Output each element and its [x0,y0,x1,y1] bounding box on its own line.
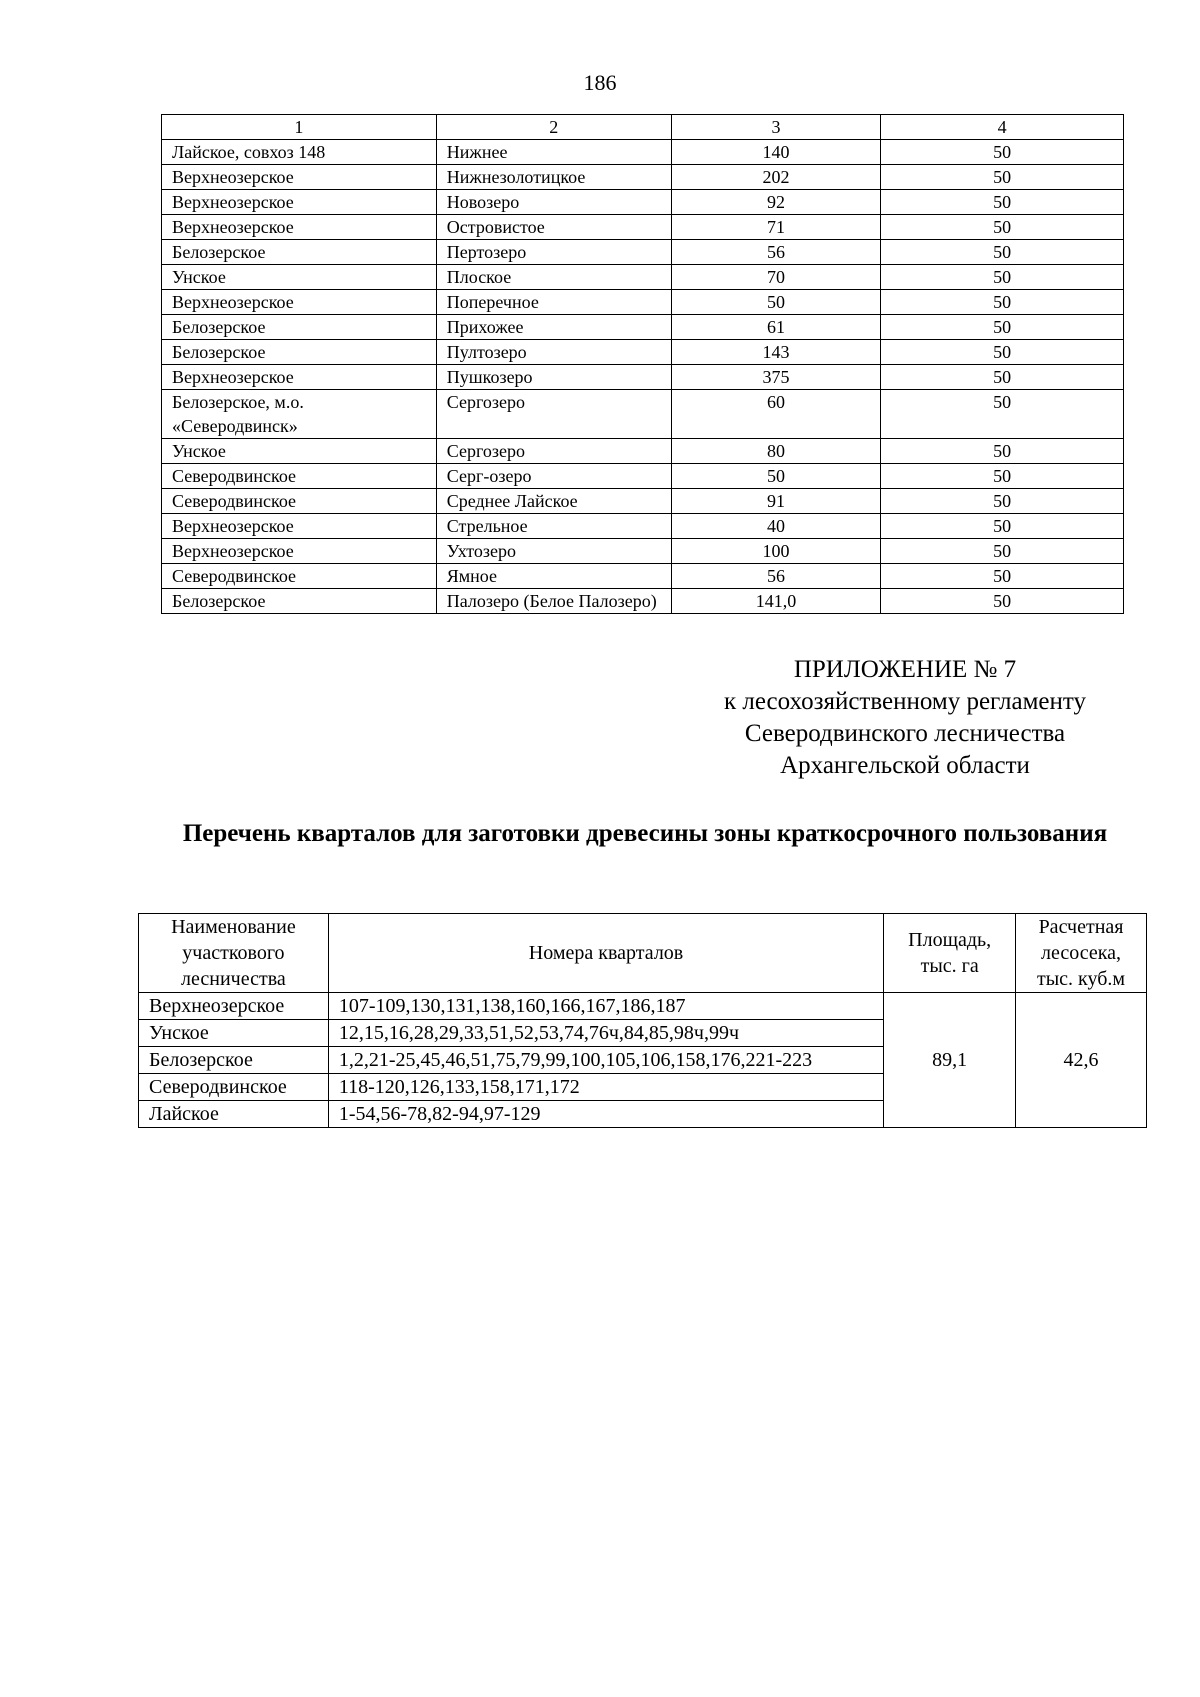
value-cell: 50 [881,365,1124,390]
table-row [162,165,1124,190]
value-cell: 50 [881,564,1124,589]
table-row [162,464,1124,489]
column-number-cell: 4 [881,115,1124,140]
value-cell: 50 [881,390,1124,439]
table-row [162,290,1124,315]
area-cell: 40 [671,514,881,539]
forestry-cell: Северодвинское [162,564,437,589]
value-cell: 50 [881,290,1124,315]
header-cell-forestry: Наименование участкового лесничества [139,914,329,993]
forestry-cell: Верхнеозерское [162,190,437,215]
forestry-cell: Северодвинское [139,1074,329,1101]
table-row [162,140,1124,165]
area-cell: 70 [671,265,881,290]
table-row [162,365,1124,390]
value-cell: 50 [881,589,1124,614]
area-cell: 60 [671,390,881,439]
value-cell: 50 [881,265,1124,290]
forestry-cell: Унское [162,265,437,290]
lake-cell: Сергозеро [436,390,671,439]
quarters-cell: 1-54,56-78,82-94,97-129 [328,1101,883,1128]
table-row [162,564,1124,589]
lake-cell: Поперечное [436,290,671,315]
lake-cell: Нижнее [436,140,671,165]
appendix-number: ПРИЛОЖЕНИЕ № 7 [793,656,1017,683]
quarters-table [138,913,1147,1128]
forestry-cell: Унское [162,439,437,464]
forestry-cell: Верхнеозерское [162,215,437,240]
value-cell: 50 [881,489,1124,514]
forestry-cell: Белозерское, м.о. «Северодвинск» [162,390,437,439]
value-cell: 50 [881,439,1124,464]
lake-cell: Островистое [436,215,671,240]
value-cell: 50 [881,315,1124,340]
table-row [162,390,1124,439]
area-cell: 80 [671,439,881,464]
area-cell: 56 [671,564,881,589]
forestry-cell: Верхнеозерское [162,539,437,564]
forestry-cell: Лайское [139,1101,329,1128]
table-row [162,489,1124,514]
header-cell-quarters: Номера кварталов [328,914,883,993]
table-row [162,439,1124,464]
lake-cell: Пултозеро [436,340,671,365]
forestry-cell: Белозерское [162,589,437,614]
lake-cell: Сергозеро [436,439,671,464]
appendix-subtitle: Северодвинского лесничества [744,720,1066,747]
table-row [162,340,1124,365]
area-cell: 50 [671,464,881,489]
forestry-cell: Северодвинское [162,464,437,489]
value-cell: 50 [881,190,1124,215]
lake-cell: Пушкозеро [436,365,671,390]
lake-cell: Палозеро (Белое Палозеро) [436,589,671,614]
lake-cell: Серг-озеро [436,464,671,489]
area-cell: 143 [671,340,881,365]
area-cell: 71 [671,215,881,240]
lake-cell: Среднее Лайское [436,489,671,514]
appendix-subtitle: Архангельской области [780,752,1030,779]
column-number-cell: 3 [671,115,881,140]
value-cell: 50 [881,340,1124,365]
lake-cell: Ухтозеро [436,539,671,564]
forestry-cell: Лайское, совхоз 148 [162,140,437,165]
table-row [162,190,1124,215]
lake-cell: Стрельное [436,514,671,539]
quarters-cell: 118-120,126,133,158,171,172 [328,1074,883,1101]
column-number-cell: 2 [436,115,671,140]
value-cell: 50 [881,514,1124,539]
appendix-heading [680,654,1130,782]
area-cell: 50 [671,290,881,315]
value-cell: 50 [881,539,1124,564]
forestry-cell: Белозерское [139,1047,329,1074]
forestry-cell: Верхнеозерское [162,165,437,190]
quarters-cell: 1,2,21-25,45,46,51,75,79,99,100,105,106,158,176,221-223 [328,1047,883,1074]
forestry-cell: Белозерское [162,315,437,340]
lake-cell: Прихожее [436,315,671,340]
forestry-cell: Белозерское [162,340,437,365]
area-cell: 100 [671,539,881,564]
table-row [162,240,1124,265]
table-row [162,514,1124,539]
lake-cell: Пертозеро [436,240,671,265]
area-cell: 202 [671,165,881,190]
document-title: Перечень кварталов для заготовки древесины зоны краткосрочного пользования [182,820,1108,847]
lake-cell: Новозеро [436,190,671,215]
header-cell-area: Площадь, тыс. га [884,914,1016,993]
appendix-subtitle: к лесохозяйственному регламенту [723,688,1087,715]
area-cell: 375 [671,365,881,390]
forestry-cell: Верхнеозерское [162,290,437,315]
table-row [162,589,1124,614]
table-row [162,539,1124,564]
lake-cell: Плоское [436,265,671,290]
page-number: 186 [583,70,617,95]
area-cell: 141,0 [671,589,881,614]
lakes-table [161,114,1124,614]
area-cell: 91 [671,489,881,514]
lake-cell: Нижнезолотицкое [436,165,671,190]
header-cell-cut: Расчетная лесосека, тыс. куб.м [1016,914,1147,993]
value-cell: 50 [881,464,1124,489]
area-cell: 56 [671,240,881,265]
lake-cell: Ямное [436,564,671,589]
table-row [162,315,1124,340]
value-cell: 50 [881,240,1124,265]
forestry-cell: Верхнеозерское [162,514,437,539]
table-row [162,215,1124,240]
value-cell: 50 [881,140,1124,165]
quarters-cell: 12,15,16,28,29,33,51,52,53,74,76ч,84,85,98ч,99ч [328,1020,883,1047]
table-header-row [139,914,1147,993]
forestry-cell: Верхнеозерское [162,365,437,390]
column-number-cell: 1 [162,115,437,140]
quarters-cell: 107-109,130,131,138,160,166,167,186,187 [328,993,883,1020]
table-row [162,265,1124,290]
area-cell: 61 [671,315,881,340]
cut-value-cell: 42,6 [1016,993,1147,1128]
table-header-row [162,115,1124,140]
forestry-cell: Белозерское [162,240,437,265]
forestry-cell: Северодвинское [162,489,437,514]
area-cell: 140 [671,140,881,165]
area-value-cell: 89,1 [884,993,1016,1128]
forestry-cell: Верхнеозерское [139,993,329,1020]
value-cell: 50 [881,215,1124,240]
table-row [139,993,1147,1020]
forestry-cell: Унское [139,1020,329,1047]
value-cell: 50 [881,165,1124,190]
area-cell: 92 [671,190,881,215]
